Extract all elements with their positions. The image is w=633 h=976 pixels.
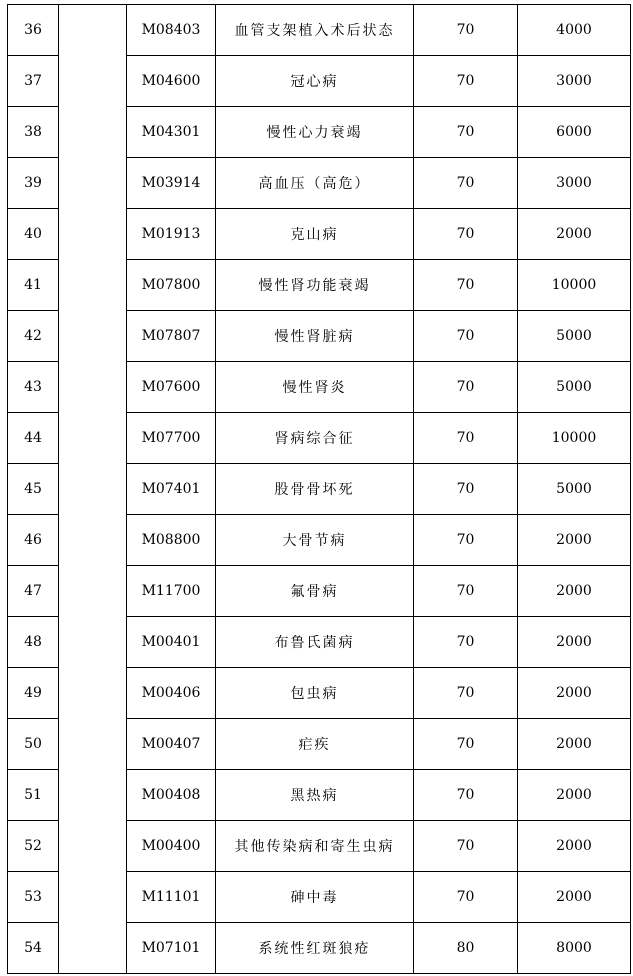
payment-limit-cell: 2000 xyxy=(518,566,631,617)
disease-code-cell: M00406 xyxy=(127,668,216,719)
disease-name-cell: 布鲁氏菌病 xyxy=(216,617,414,668)
disease-name-cell: 慢性肾功能衰竭 xyxy=(216,260,414,311)
disease-code-cell: M00407 xyxy=(127,719,216,770)
disease-name-cell: 肾病综合征 xyxy=(216,413,414,464)
reimbursement-rate-cell: 70 xyxy=(414,872,518,923)
disease-code-cell: M03914 xyxy=(127,158,216,209)
row-index-cell: 45 xyxy=(8,464,59,515)
disease-code-cell: M00408 xyxy=(127,770,216,821)
disease-name-cell: 股骨骨坏死 xyxy=(216,464,414,515)
disease-code-cell: M07807 xyxy=(127,311,216,362)
row-index-cell: 46 xyxy=(8,515,59,566)
payment-limit-cell: 2000 xyxy=(518,668,631,719)
payment-limit-cell: 4000 xyxy=(518,5,631,56)
reimbursement-rate-cell: 70 xyxy=(414,311,518,362)
row-index-cell: 38 xyxy=(8,107,59,158)
disease-code-cell: M07401 xyxy=(127,464,216,515)
reimbursement-rate-cell: 70 xyxy=(414,107,518,158)
disease-name-cell: 高血压（高危） xyxy=(216,158,414,209)
payment-limit-cell: 8000 xyxy=(518,923,631,974)
payment-limit-cell: 2000 xyxy=(518,617,631,668)
category-merged-cell xyxy=(59,5,127,974)
disease-code-cell: M04600 xyxy=(127,56,216,107)
disease-name-cell: 疟疾 xyxy=(216,719,414,770)
reimbursement-rate-cell: 70 xyxy=(414,413,518,464)
disease-name-cell: 冠心病 xyxy=(216,56,414,107)
disease-name-cell: 慢性心力衰竭 xyxy=(216,107,414,158)
row-index-cell: 37 xyxy=(8,56,59,107)
payment-limit-cell: 2000 xyxy=(518,770,631,821)
disease-name-cell: 血管支架植入术后状态 xyxy=(216,5,414,56)
reimbursement-rate-cell: 70 xyxy=(414,5,518,56)
disease-name-cell: 其他传染病和寄生虫病 xyxy=(216,821,414,872)
disease-name-cell: 慢性肾炎 xyxy=(216,362,414,413)
payment-limit-cell: 5000 xyxy=(518,311,631,362)
reimbursement-rate-cell: 70 xyxy=(414,719,518,770)
disease-code-cell: M00400 xyxy=(127,821,216,872)
payment-limit-cell: 10000 xyxy=(518,260,631,311)
payment-limit-cell: 6000 xyxy=(518,107,631,158)
row-index-cell: 52 xyxy=(8,821,59,872)
row-index-cell: 51 xyxy=(8,770,59,821)
disease-code-cell: M08403 xyxy=(127,5,216,56)
payment-limit-cell: 3000 xyxy=(518,56,631,107)
reimbursement-rate-cell: 70 xyxy=(414,209,518,260)
payment-limit-cell: 2000 xyxy=(518,515,631,566)
reimbursement-rate-cell: 70 xyxy=(414,158,518,209)
row-index-cell: 49 xyxy=(8,668,59,719)
reimbursement-rate-cell: 70 xyxy=(414,770,518,821)
disease-code-cell: M07600 xyxy=(127,362,216,413)
disease-code-cell: M11700 xyxy=(127,566,216,617)
reimbursement-rate-cell: 80 xyxy=(414,923,518,974)
reimbursement-rate-cell: 70 xyxy=(414,464,518,515)
table-body xyxy=(8,5,631,974)
payment-limit-cell: 3000 xyxy=(518,158,631,209)
row-index-cell: 42 xyxy=(8,311,59,362)
row-index-cell: 50 xyxy=(8,719,59,770)
disease-name-cell: 氟骨病 xyxy=(216,566,414,617)
reimbursement-rate-cell: 70 xyxy=(414,566,518,617)
reimbursement-rate-cell: 70 xyxy=(414,56,518,107)
disease-code-cell: M00401 xyxy=(127,617,216,668)
row-index-cell: 44 xyxy=(8,413,59,464)
disease-code-cell: M07700 xyxy=(127,413,216,464)
payment-limit-cell: 2000 xyxy=(518,719,631,770)
payment-limit-cell: 10000 xyxy=(518,413,631,464)
row-index-cell: 54 xyxy=(8,923,59,974)
disease-name-cell: 慢性肾脏病 xyxy=(216,311,414,362)
reimbursement-rate-cell: 70 xyxy=(414,821,518,872)
row-index-cell: 48 xyxy=(8,617,59,668)
disease-name-cell: 黑热病 xyxy=(216,770,414,821)
disease-name-cell: 克山病 xyxy=(216,209,414,260)
payment-limit-cell: 2000 xyxy=(518,209,631,260)
row-index-cell: 39 xyxy=(8,158,59,209)
disease-code-cell: M04301 xyxy=(127,107,216,158)
reimbursement-rate-cell: 70 xyxy=(414,260,518,311)
row-index-cell: 43 xyxy=(8,362,59,413)
payment-limit-cell: 5000 xyxy=(518,464,631,515)
row-index-cell: 53 xyxy=(8,872,59,923)
disease-name-cell: 大骨节病 xyxy=(216,515,414,566)
disease-code-cell: M07800 xyxy=(127,260,216,311)
row-index-cell: 47 xyxy=(8,566,59,617)
reimbursement-rate-cell: 70 xyxy=(414,617,518,668)
disease-name-cell: 包虫病 xyxy=(216,668,414,719)
payment-limit-cell: 2000 xyxy=(518,821,631,872)
payment-limit-cell: 2000 xyxy=(518,872,631,923)
table-row xyxy=(8,5,631,56)
disease-code-cell: M11101 xyxy=(127,872,216,923)
disease-code-cell: M07101 xyxy=(127,923,216,974)
disease-table xyxy=(7,4,631,974)
disease-code-cell: M08800 xyxy=(127,515,216,566)
payment-limit-cell: 5000 xyxy=(518,362,631,413)
reimbursement-rate-cell: 70 xyxy=(414,668,518,719)
reimbursement-rate-cell: 70 xyxy=(414,362,518,413)
row-index-cell: 41 xyxy=(8,260,59,311)
disease-name-cell: 系统性红斑狼疮 xyxy=(216,923,414,974)
disease-name-cell: 砷中毒 xyxy=(216,872,414,923)
row-index-cell: 40 xyxy=(8,209,59,260)
disease-code-cell: M01913 xyxy=(127,209,216,260)
reimbursement-rate-cell: 70 xyxy=(414,515,518,566)
row-index-cell: 36 xyxy=(8,5,59,56)
